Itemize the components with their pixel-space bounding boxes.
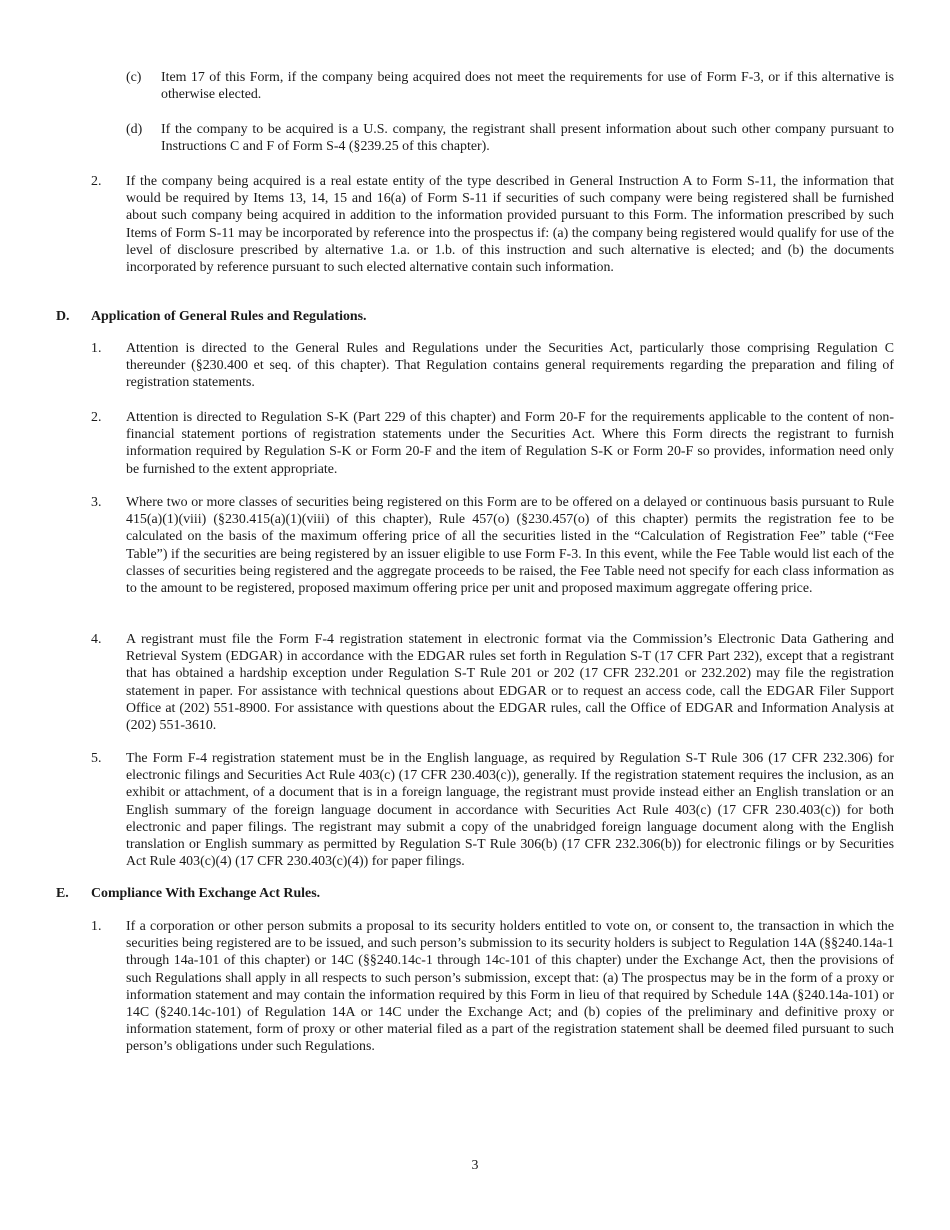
d-item-text-5: The Form F-4 registration statement must be in the English language, as required by Regulation S-T Rule 306 (17 CFR 232.306) for electronic filings and Securities Act Rule 403(c) (17 CFR 230.403(c)), generally. If the registration statement requires the inclusion, as an exhibit or attachment, of a document that is in a foreign language, the registrant must provide instead either an English translation or an English summary of the foreign language document in accordance with Securities Act Rule 403(c) (17 CFR 230.403(c)) for both electronic and paper filings. The registrant may submit a copy of the unabridged foreign language document along with the English translation or English summary as permitted by Regulation S-T Rule 306(b) (17 CFR 232.306(b)) for electronic filings or by Securities Act Rule 403(c)(4) (17 CFR 230.403(c)(4)) for paper filings. — [126, 751, 894, 870]
d-item-text-2: Attention is directed to Regulation S-K (Part 229 of this chapter) and Form 20-F for the requirements applicable to the content of non-financial statement portions of registration statements under the Securities Act. Where this Form directs the registrant to furnish information required by Regulation S-K or Form 20-F and the item of Regulation S-K or Form 20-F so provides, information need only be furnished to the extent appropriate. — [126, 410, 894, 477]
d-item-marker-3: 3. — [91, 495, 102, 510]
d-item-text-3: Where two or more classes of securities being registered on this Form are to be offered on a delayed or continuous basis pursuant to Rule 415(a)(1)(viii) (§230.415(a)(1)(viii) of this chapter), Rule 457(o) (§230.457(o) of this chapter) permits the registration fee to be calculated on the basis of the maximum offering price of all the securities listed in the “Calculation of Registration Fee” table (“Fee Table”) if the securities are being registered by an issuer eligible to use Form F-3. In this event, while the Fee Table would list each of the classes of securities being registered and the aggregate proceeds to be raised, the Fee Table need not specify for each class information as to the amount to be registered, proposed maximum offering price per unit and proposed maximum aggregate offering price. — [126, 495, 894, 597]
subitem-text-c: Item 17 of this Form, if the company being acquired does not meet the requirements for use of Form F-3, or if this alternative is otherwise elected. — [161, 70, 894, 103]
d-item-marker-5: 5. — [91, 751, 102, 766]
item-marker-c2: 2. — [91, 174, 102, 189]
e-item-text-1: If a corporation or other person submits a proposal to its security holders entitled to vote on, or consent to, the transaction in which the securities being registered are to be issued, and such person’s submission to its security holders is subject to Regulation 14A (§§240.14a-1 through 14a-101 of this chapter) or 14C (§§240.14c-1 through 14c-101 of this chapter) under the Exchange Act, then the provisions of such Regulations shall apply in all respects to such person’s submission, except that: (a) The prospectus may be in the form of a proxy or information statement and may contain the information required by this Form in lieu of that required by Schedule 14A (§240.14a-101) or 14C (§240.14c-101) of Regulation 14A or 14C under the Exchange Act; and (b) copies of the preliminary and definitive proxy or information statement, form of proxy or other material filed as a part of the registration statement shall be deemed filed pursuant to such person’s obligations under such Regulations. — [126, 919, 894, 1055]
subitem-marker-c: (c) — [126, 70, 142, 85]
d-item-marker-2: 2. — [91, 410, 102, 425]
section-e-title: Compliance With Exchange Act Rules. — [91, 886, 321, 901]
section-d-title: Application of General Rules and Regulations. — [91, 309, 367, 324]
d-item-text-4: A registrant must file the Form F-4 registration statement in electronic format via the Commission’s Electronic Data Gathering and Retrieval System (EDGAR) in accordance with the EDGAR rules set forth in Regulation S-T (17 CFR Part 232), except that a registrant that has obtained a hardship exception under Regulation S-T Rule 201 or 202 (17 CFR 232.201 or 232.202) may file the registration statement in paper. For assistance with technical questions about EDGAR or to request an access code, call the EDGAR Filer Support Office at (202) 551-8900. For assistance with questions about the EDGAR rules, call the Office of EDGAR and Information Analysis at (202) 551-3610. — [126, 632, 894, 734]
d-item-text-1: Attention is directed to the General Rules and Regulations under the Securities Act, particularly those comprising Regulation C thereunder (§230.400 et seq. of this chapter). That Regulation contains general requirements regarding the preparation and filing of registration statements. — [126, 341, 894, 391]
subitem-text-d: If the company to be acquired is a U.S. company, the registrant shall present information about such other company pursuant to Instructions C and F of Form S-4 (§239.25 of this chapter). — [161, 122, 894, 155]
d-item-marker-1: 1. — [91, 341, 102, 356]
d-item-marker-4: 4. — [91, 632, 102, 647]
section-e-letter: E. — [56, 886, 69, 901]
page-number: 3 — [471, 1158, 479, 1173]
item-text-c2: If the company being acquired is a real estate entity of the type described in General Instruction A to Form S-11, the information that would be required by Items 13, 14, 15 and 16(a) of Form S-11 if securities of such company were being registered shall be furnished about such company being acquired in addition to the information provided pursuant to this Form. The information prescribed by such Items of Form S-11 may be incorporated by reference into the prospectus if: (a) the company being registered would qualify for use of the level of disclosure prescribed by alternative 1.a. or 1.b. of this instruction and such alternative is elected; and (b) the documents incorporated by reference pursuant to such elected alternative contain such information. — [126, 174, 894, 276]
subitem-marker-d: (d) — [126, 122, 143, 137]
e-item-marker-1: 1. — [91, 919, 102, 934]
section-d-letter: D. — [56, 309, 70, 324]
